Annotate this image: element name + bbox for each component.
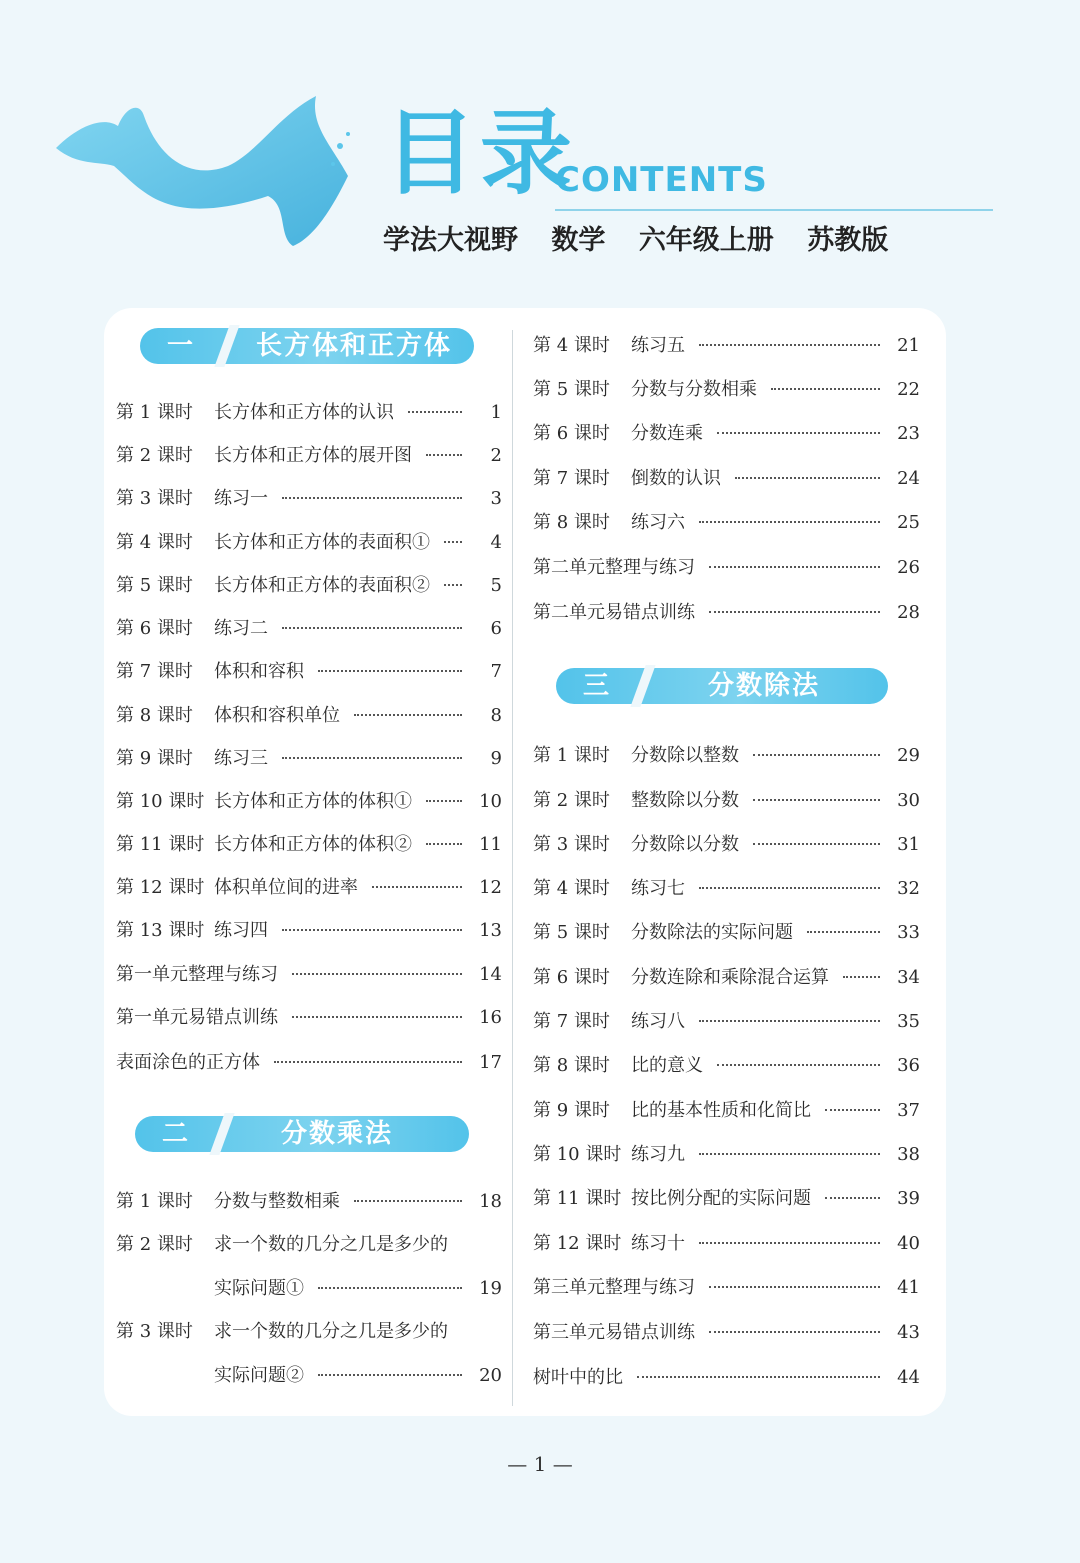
lesson-topic: 倒数的认识 <box>631 468 721 489</box>
dot-leader <box>709 566 880 568</box>
page-ref: 16 <box>479 1007 502 1028</box>
page-ref: 23 <box>897 423 920 444</box>
toc-entry[interactable] <box>533 598 920 628</box>
dot-leader <box>318 1287 462 1289</box>
lesson-topic: 比的意义 <box>631 1055 703 1076</box>
book-subtitle <box>383 218 912 257</box>
toc-entry[interactable] <box>116 744 502 774</box>
toc-entry[interactable] <box>116 657 502 687</box>
lesson-label: 第三单元易错点训练 <box>533 1322 695 1343</box>
page-ref: 22 <box>897 379 920 400</box>
lesson-label: 表面涂色的正方体 <box>116 1052 260 1073</box>
toc-entry[interactable] <box>116 1361 502 1391</box>
lesson-topic: 长方体和正方体的体积② <box>214 834 412 855</box>
toc-entry[interactable] <box>533 1096 920 1126</box>
dot-leader <box>444 584 462 586</box>
unit-name: 长方体和正方体 <box>256 331 453 361</box>
toc-entry[interactable] <box>533 1273 920 1303</box>
toc-entry[interactable] <box>116 484 502 514</box>
lesson-label: 第 3 课时 <box>116 488 193 509</box>
toc-entry[interactable] <box>116 830 502 860</box>
dot-leader <box>354 1200 462 1202</box>
dot-leader <box>825 1109 880 1111</box>
toc-entry[interactable] <box>116 916 502 946</box>
page-ref: 10 <box>479 791 502 812</box>
toc-entry[interactable] <box>533 1363 920 1393</box>
dot-leader <box>771 388 880 390</box>
toc-entry[interactable] <box>116 1003 502 1033</box>
lesson-topic: 体积和容积 <box>214 661 304 682</box>
lesson-topic: 长方体和正方体的体积① <box>214 791 412 812</box>
toc-entry[interactable] <box>116 873 502 903</box>
toc-entry[interactable] <box>116 614 502 644</box>
page-ref: 5 <box>490 575 502 596</box>
lesson-label: 第 8 课时 <box>533 1055 610 1076</box>
page-ref: 17 <box>479 1052 502 1073</box>
dot-leader <box>709 611 880 613</box>
toc-entry[interactable] <box>533 1318 920 1348</box>
toc-entry[interactable] <box>116 1230 502 1260</box>
page-ref: 4 <box>490 532 502 553</box>
lesson-topic: 练习八 <box>631 1011 685 1032</box>
lesson-topic: 练习三 <box>214 748 268 769</box>
page-ref: 32 <box>897 878 920 899</box>
lesson-topic: 分数与分数相乘 <box>631 379 757 400</box>
lesson-label: 第 12 课时 <box>533 1233 622 1254</box>
lesson-topic: 练习五 <box>631 335 685 356</box>
page-ref: 21 <box>897 335 920 356</box>
lesson-topic: 长方体和正方体的认识 <box>214 402 394 423</box>
dot-leader <box>292 1016 462 1018</box>
lesson-topic: 体积和容积单位 <box>214 705 340 726</box>
lesson-topic: 练习十 <box>631 1233 685 1254</box>
series-name: 学法大视野 <box>383 225 518 256</box>
toc-entry[interactable] <box>116 398 502 428</box>
dot-leader <box>318 670 462 672</box>
page-ref: 44 <box>897 1367 920 1388</box>
lesson-topic: 求一个数的几分之几是多少的 <box>214 1321 448 1342</box>
lesson-topic: 长方体和正方体的表面积① <box>214 532 430 553</box>
unit-name: 分数除法 <box>708 671 821 701</box>
lesson-topic: 练习二 <box>214 618 268 639</box>
page-ref: 37 <box>897 1100 920 1121</box>
lesson-label: 第 10 课时 <box>533 1144 622 1165</box>
lesson-topic: 练习六 <box>631 512 685 533</box>
lesson-label: 第 2 课时 <box>116 445 193 466</box>
page-ref: 36 <box>897 1055 920 1076</box>
toc-entry[interactable] <box>533 375 920 405</box>
page-ref: 12 <box>479 877 502 898</box>
dot-leader <box>699 1153 880 1155</box>
lesson-topic: 练习七 <box>631 878 685 899</box>
lesson-label: 第 6 课时 <box>533 423 610 444</box>
unit-banner-2[interactable] <box>135 1116 469 1152</box>
lesson-label: 第 9 课时 <box>533 1100 610 1121</box>
page-ref: 41 <box>897 1277 920 1298</box>
lesson-label: 第三单元整理与练习 <box>533 1277 695 1298</box>
toc-entry[interactable] <box>533 1051 920 1081</box>
lesson-label: 树叶中的比 <box>533 1367 623 1388</box>
dot-leader <box>753 754 880 756</box>
toc-entry[interactable] <box>116 787 502 817</box>
dot-leader <box>426 454 462 456</box>
lesson-label: 第 6 课时 <box>533 967 610 988</box>
page-ref: 43 <box>897 1322 920 1343</box>
lesson-label: 第 5 课时 <box>533 379 610 400</box>
page-ref: 6 <box>490 618 502 639</box>
page-ref: 18 <box>479 1191 502 1212</box>
page-ref: 38 <box>897 1144 920 1165</box>
page-ref: 7 <box>490 661 502 682</box>
lesson-label: 第 6 课时 <box>116 618 193 639</box>
lesson-topic: 分数与整数相乘 <box>214 1191 340 1212</box>
dot-leader <box>318 1374 462 1376</box>
lesson-label: 第 12 课时 <box>116 877 205 898</box>
unit-number: 二 <box>161 1119 188 1149</box>
lesson-label: 第 7 课时 <box>533 1011 610 1032</box>
lesson-topic: 整数除以分数 <box>631 790 739 811</box>
dot-leader <box>282 627 462 629</box>
lesson-label: 第 9 课时 <box>116 748 193 769</box>
page-ref: 29 <box>897 745 920 766</box>
lesson-topic: 求一个数的几分之几是多少的 <box>214 1234 448 1255</box>
lesson-label: 第 10 课时 <box>116 791 205 812</box>
lesson-label: 第 2 课时 <box>533 790 610 811</box>
lesson-label: 第 1 课时 <box>116 402 193 423</box>
dot-leader <box>699 887 880 889</box>
unit-number: 三 <box>582 671 609 701</box>
lesson-label: 第 8 课时 <box>116 705 193 726</box>
lesson-topic: 分数除以整数 <box>631 745 739 766</box>
dot-leader <box>825 1197 880 1199</box>
toc-entry[interactable] <box>116 571 502 601</box>
lesson-label: 第 13 课时 <box>116 920 205 941</box>
page-ref: 19 <box>479 1278 502 1299</box>
page-ref: 20 <box>479 1365 502 1386</box>
lesson-label: 第二单元易错点训练 <box>533 602 695 623</box>
dot-leader <box>735 477 880 479</box>
lesson-topic: 分数连乘 <box>631 423 703 444</box>
toc-entry[interactable] <box>533 508 920 538</box>
page-number: — 1 — <box>507 1452 573 1476</box>
toc-entry[interactable] <box>533 1007 920 1037</box>
page-ref: 8 <box>490 705 502 726</box>
dot-leader <box>354 714 462 716</box>
lesson-label: 第 3 课时 <box>533 834 610 855</box>
lesson-label: 第 7 课时 <box>116 661 193 682</box>
page-ref: 13 <box>479 920 502 941</box>
dot-leader <box>292 973 462 975</box>
lesson-topic: 分数除以分数 <box>631 834 739 855</box>
dot-leader <box>699 1242 880 1244</box>
toc-entry[interactable] <box>533 464 920 494</box>
dot-leader <box>807 931 880 933</box>
subject-name: 数学 <box>551 225 606 256</box>
dot-leader <box>426 800 462 802</box>
dot-leader <box>274 1061 462 1063</box>
toc-entry[interactable] <box>533 963 920 993</box>
lesson-label: 第 1 课时 <box>533 745 610 766</box>
lesson-label: 第二单元整理与练习 <box>533 557 695 578</box>
page-ref: 2 <box>490 445 502 466</box>
dot-leader <box>372 886 462 888</box>
toc-entry[interactable] <box>533 918 920 948</box>
lesson-label: 第 7 课时 <box>533 468 610 489</box>
dot-leader <box>444 541 462 543</box>
lesson-topic: 分数连除和乘除混合运算 <box>631 967 829 988</box>
lesson-topic: 分数除法的实际问题 <box>631 922 793 943</box>
lesson-topic: 长方体和正方体的表面积② <box>214 575 430 596</box>
lesson-topic: 比的基本性质和化简比 <box>631 1100 811 1121</box>
dot-leader <box>637 1376 880 1378</box>
page-ref: 28 <box>897 602 920 623</box>
toc-entry[interactable] <box>116 1187 502 1217</box>
dot-leader <box>699 521 880 523</box>
page-ref: 3 <box>490 488 502 509</box>
dot-leader <box>699 1020 880 1022</box>
page-ref: 31 <box>897 834 920 855</box>
dot-leader <box>717 432 880 434</box>
unit-name: 分数乘法 <box>281 1119 394 1149</box>
page-title: 目录 <box>384 100 577 207</box>
lesson-label: 第 1 课时 <box>116 1191 193 1212</box>
lesson-topic: 体积单位间的进率 <box>214 877 358 898</box>
toc-entry[interactable] <box>116 701 502 731</box>
unit-number: 一 <box>166 331 193 361</box>
toc-entry[interactable] <box>533 786 920 816</box>
page-ref: 24 <box>897 468 920 489</box>
page-ref: 33 <box>897 922 920 943</box>
page-ref: 26 <box>897 557 920 578</box>
lesson-topic: 长方体和正方体的展开图 <box>214 445 412 466</box>
lesson-label: 第 5 课时 <box>116 575 193 596</box>
whale-illustration <box>48 86 368 256</box>
lesson-topic: 实际问题① <box>214 1278 304 1299</box>
lesson-topic: 练习四 <box>214 920 268 941</box>
toc-entry[interactable] <box>533 830 920 860</box>
page-ref: 39 <box>897 1188 920 1209</box>
dot-leader <box>753 799 880 801</box>
toc-entry[interactable] <box>533 419 920 449</box>
lesson-label: 第 3 课时 <box>116 1321 193 1342</box>
lesson-label: 第 11 课时 <box>116 834 205 855</box>
dot-leader <box>282 497 462 499</box>
page-ref: 40 <box>897 1233 920 1254</box>
lesson-label: 第 4 课时 <box>116 532 193 553</box>
toc-entry[interactable] <box>116 1317 502 1347</box>
lesson-label: 第 5 课时 <box>533 922 610 943</box>
dot-leader <box>282 929 462 931</box>
page-ref: 30 <box>897 790 920 811</box>
page-ref: 14 <box>479 964 502 985</box>
unit-banner-3[interactable] <box>556 668 888 704</box>
toc-entry[interactable] <box>533 1140 920 1170</box>
page-ref: 9 <box>490 748 502 769</box>
lesson-label: 第一单元易错点训练 <box>116 1007 278 1028</box>
page-ref: 34 <box>897 967 920 988</box>
page-title-en: CONTENTS <box>555 160 768 200</box>
toc-entry[interactable] <box>116 528 502 558</box>
lesson-label: 第 8 课时 <box>533 512 610 533</box>
toc-entry[interactable] <box>116 441 502 471</box>
page-ref: 1 <box>490 402 502 423</box>
title-underline <box>555 209 993 211</box>
lesson-topic: 练习九 <box>631 1144 685 1165</box>
dot-leader <box>709 1331 880 1333</box>
toc-entry[interactable] <box>116 1048 502 1078</box>
column-divider <box>512 330 513 1406</box>
toc-entry[interactable] <box>533 331 920 361</box>
page-ref: 35 <box>897 1011 920 1032</box>
toc-entry[interactable] <box>116 960 502 990</box>
lesson-label: 第 4 课时 <box>533 335 610 356</box>
dot-leader <box>699 344 880 346</box>
unit-banner-1[interactable] <box>140 328 474 364</box>
dot-leader <box>753 843 880 845</box>
toc-entry[interactable] <box>533 553 920 583</box>
lesson-topic: 按比例分配的实际问题 <box>631 1188 811 1209</box>
dot-leader <box>717 1064 880 1066</box>
toc-entry[interactable] <box>533 874 920 904</box>
dot-leader <box>709 1286 880 1288</box>
toc-entry[interactable] <box>533 1184 920 1214</box>
lesson-label: 第 11 课时 <box>533 1188 622 1209</box>
dot-leader <box>282 757 462 759</box>
toc-entry[interactable] <box>533 1229 920 1259</box>
page-ref: 11 <box>479 834 502 855</box>
lesson-label: 第一单元整理与练习 <box>116 964 278 985</box>
dot-leader <box>426 843 462 845</box>
toc-entry[interactable] <box>116 1274 502 1304</box>
lesson-topic: 练习一 <box>214 488 268 509</box>
lesson-label: 第 4 课时 <box>533 878 610 899</box>
page-ref: 25 <box>897 512 920 533</box>
dot-leader <box>843 976 880 978</box>
grade-name: 六年级上册 <box>638 225 774 256</box>
toc-entry[interactable] <box>533 741 920 771</box>
dot-leader <box>408 411 462 413</box>
lesson-topic: 实际问题② <box>214 1365 304 1386</box>
edition-name: 苏教版 <box>807 225 889 256</box>
lesson-label: 第 2 课时 <box>116 1234 193 1255</box>
